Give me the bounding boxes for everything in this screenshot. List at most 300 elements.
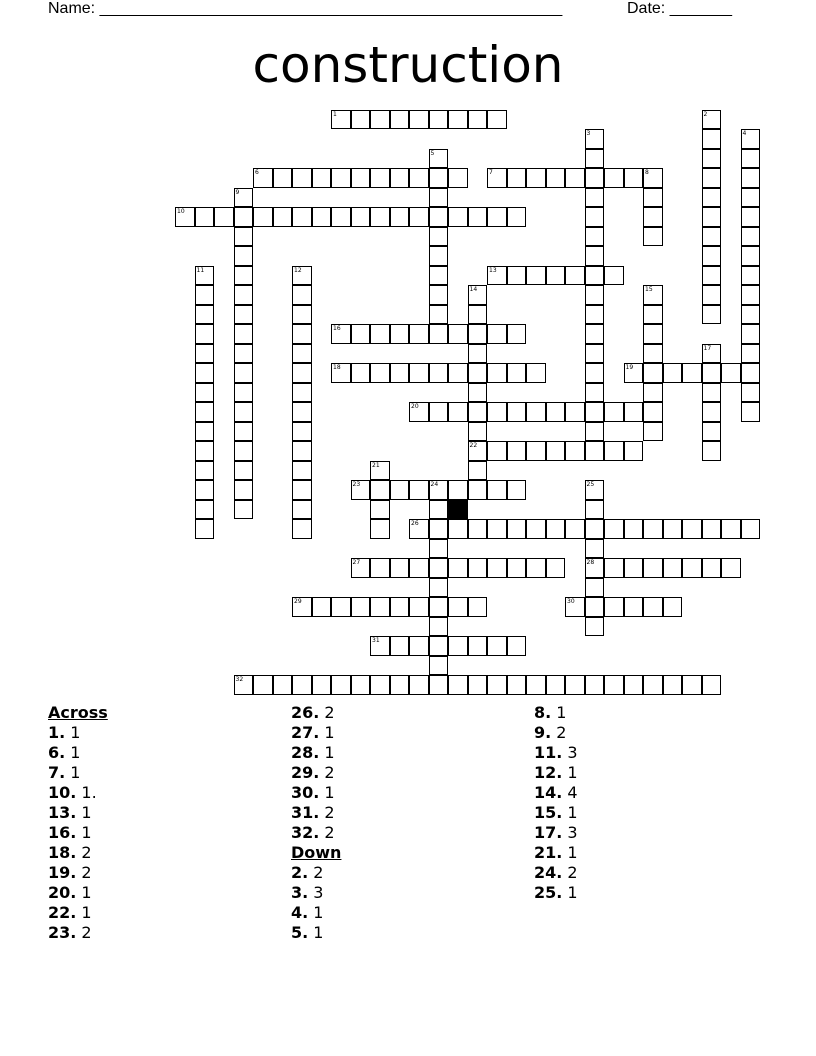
grid-cell[interactable] <box>429 636 449 656</box>
grid-cell[interactable] <box>585 617 605 637</box>
grid-cell[interactable] <box>195 207 215 227</box>
grid-cell[interactable] <box>585 285 605 305</box>
grid-cell[interactable] <box>741 344 761 364</box>
grid-cell[interactable] <box>487 558 507 578</box>
grid-cell[interactable] <box>214 207 234 227</box>
grid-cell[interactable] <box>487 636 507 656</box>
grid-cell[interactable] <box>565 519 585 539</box>
grid-cell[interactable] <box>429 480 449 500</box>
grid-cell[interactable] <box>370 363 390 383</box>
grid-cell[interactable] <box>643 558 663 578</box>
grid-cell[interactable] <box>585 207 605 227</box>
grid-cell[interactable] <box>370 480 390 500</box>
grid-cell[interactable] <box>487 266 507 286</box>
grid-cell[interactable] <box>448 110 468 130</box>
grid-cell[interactable] <box>390 480 410 500</box>
grid-cell[interactable] <box>526 519 546 539</box>
grid-cell[interactable] <box>234 266 254 286</box>
grid-cell[interactable] <box>292 480 312 500</box>
grid-cell[interactable] <box>370 461 390 481</box>
grid-cell[interactable] <box>624 168 644 188</box>
grid-cell[interactable] <box>234 675 254 695</box>
grid-cell[interactable] <box>468 363 488 383</box>
grid-cell[interactable] <box>624 675 644 695</box>
grid-cell[interactable] <box>351 480 371 500</box>
grid-cell[interactable] <box>292 305 312 325</box>
grid-cell[interactable] <box>409 168 429 188</box>
grid-cell[interactable] <box>429 578 449 598</box>
grid-cell[interactable] <box>292 266 312 286</box>
grid-cell[interactable] <box>546 441 566 461</box>
grid-cell[interactable] <box>429 617 449 637</box>
grid-cell[interactable] <box>429 675 449 695</box>
grid-cell[interactable] <box>351 597 371 617</box>
grid-cell[interactable] <box>507 207 527 227</box>
grid-cell[interactable] <box>292 324 312 344</box>
grid-cell[interactable] <box>702 246 722 266</box>
grid-cell[interactable] <box>429 110 449 130</box>
grid-cell[interactable] <box>487 480 507 500</box>
grid-cell[interactable] <box>292 383 312 403</box>
grid-cell[interactable] <box>585 344 605 364</box>
grid-cell[interactable] <box>448 636 468 656</box>
grid-cell[interactable] <box>234 422 254 442</box>
grid-cell[interactable] <box>585 383 605 403</box>
grid-cell[interactable] <box>390 558 410 578</box>
grid-cell[interactable] <box>487 519 507 539</box>
grid-cell[interactable] <box>624 519 644 539</box>
grid-cell[interactable] <box>370 110 390 130</box>
grid-cell[interactable] <box>643 383 663 403</box>
grid-cell[interactable] <box>234 461 254 481</box>
grid-cell[interactable] <box>390 636 410 656</box>
grid-cell[interactable] <box>429 324 449 344</box>
grid-cell[interactable] <box>409 324 429 344</box>
grid-cell[interactable] <box>663 363 683 383</box>
grid-cell[interactable] <box>565 675 585 695</box>
grid-cell[interactable] <box>253 207 273 227</box>
grid-cell[interactable] <box>585 558 605 578</box>
grid-cell[interactable] <box>624 402 644 422</box>
grid-cell[interactable] <box>546 558 566 578</box>
grid-cell[interactable] <box>234 285 254 305</box>
grid-cell[interactable] <box>507 441 527 461</box>
grid-cell[interactable] <box>702 519 722 539</box>
grid-cell[interactable] <box>409 402 429 422</box>
grid-cell[interactable] <box>468 441 488 461</box>
grid-cell[interactable] <box>702 227 722 247</box>
grid-cell[interactable] <box>195 441 215 461</box>
grid-cell[interactable] <box>390 363 410 383</box>
grid-cell[interactable] <box>643 285 663 305</box>
grid-cell[interactable] <box>526 168 546 188</box>
grid-cell[interactable] <box>370 500 390 520</box>
grid-cell[interactable] <box>331 597 351 617</box>
grid-cell[interactable] <box>429 305 449 325</box>
grid-cell[interactable] <box>702 363 722 383</box>
grid-cell[interactable] <box>448 675 468 695</box>
grid-cell[interactable] <box>448 480 468 500</box>
grid-cell[interactable] <box>526 558 546 578</box>
grid-cell[interactable] <box>273 675 293 695</box>
grid-cell[interactable] <box>292 168 312 188</box>
grid-cell[interactable] <box>741 188 761 208</box>
grid-cell[interactable] <box>565 266 585 286</box>
grid-cell[interactable] <box>585 578 605 598</box>
grid-cell[interactable] <box>702 207 722 227</box>
grid-cell[interactable] <box>741 129 761 149</box>
grid-cell[interactable] <box>487 168 507 188</box>
grid-cell[interactable] <box>331 363 351 383</box>
grid-cell[interactable] <box>390 207 410 227</box>
grid-cell[interactable] <box>604 441 624 461</box>
grid-cell[interactable] <box>409 675 429 695</box>
grid-cell[interactable] <box>468 480 488 500</box>
grid-cell[interactable] <box>351 558 371 578</box>
grid-cell[interactable] <box>234 441 254 461</box>
grid-cell[interactable] <box>468 675 488 695</box>
grid-cell[interactable] <box>702 110 722 130</box>
grid-cell[interactable] <box>507 168 527 188</box>
grid-cell[interactable] <box>312 207 332 227</box>
grid-cell[interactable] <box>292 207 312 227</box>
grid-cell[interactable] <box>292 344 312 364</box>
grid-cell[interactable] <box>741 149 761 169</box>
grid-cell[interactable] <box>468 636 488 656</box>
grid-cell[interactable] <box>741 402 761 422</box>
grid-cell[interactable] <box>429 597 449 617</box>
grid-cell[interactable] <box>487 675 507 695</box>
grid-cell[interactable] <box>487 324 507 344</box>
grid-cell[interactable] <box>234 402 254 422</box>
grid-cell[interactable] <box>702 441 722 461</box>
grid-cell[interactable] <box>624 363 644 383</box>
grid-cell[interactable] <box>429 539 449 559</box>
grid-cell[interactable] <box>409 597 429 617</box>
grid-cell[interactable] <box>585 480 605 500</box>
grid-cell[interactable] <box>409 480 429 500</box>
grid-cell[interactable] <box>546 519 566 539</box>
grid-cell[interactable] <box>702 305 722 325</box>
grid-cell[interactable] <box>643 402 663 422</box>
grid-cell[interactable] <box>741 227 761 247</box>
grid-cell[interactable] <box>487 441 507 461</box>
grid-cell[interactable] <box>682 558 702 578</box>
grid-cell[interactable] <box>409 558 429 578</box>
grid-cell[interactable] <box>409 363 429 383</box>
grid-cell[interactable] <box>429 656 449 676</box>
grid-cell[interactable] <box>390 110 410 130</box>
grid-cell[interactable] <box>195 285 215 305</box>
grid-cell[interactable] <box>429 500 449 520</box>
grid-cell[interactable] <box>565 597 585 617</box>
grid-cell[interactable] <box>526 266 546 286</box>
grid-cell[interactable] <box>195 305 215 325</box>
grid-cell[interactable] <box>643 188 663 208</box>
grid-cell[interactable] <box>292 441 312 461</box>
grid-cell[interactable] <box>429 519 449 539</box>
grid-cell[interactable] <box>585 227 605 247</box>
grid-cell[interactable] <box>292 363 312 383</box>
grid-cell[interactable] <box>370 168 390 188</box>
grid-cell[interactable] <box>546 402 566 422</box>
grid-cell[interactable] <box>585 266 605 286</box>
grid-cell[interactable] <box>448 324 468 344</box>
grid-cell[interactable] <box>331 207 351 227</box>
grid-cell[interactable] <box>292 461 312 481</box>
grid-cell[interactable] <box>195 266 215 286</box>
grid-cell[interactable] <box>195 324 215 344</box>
grid-cell[interactable] <box>585 500 605 520</box>
grid-cell[interactable] <box>429 207 449 227</box>
grid-cell[interactable] <box>429 363 449 383</box>
grid-cell[interactable] <box>468 422 488 442</box>
grid-cell[interactable] <box>370 207 390 227</box>
grid-cell[interactable] <box>351 363 371 383</box>
grid-cell[interactable] <box>234 363 254 383</box>
grid-cell[interactable] <box>585 246 605 266</box>
grid-cell[interactable] <box>604 266 624 286</box>
grid-cell[interactable] <box>585 675 605 695</box>
grid-cell[interactable] <box>526 363 546 383</box>
grid-cell[interactable] <box>468 597 488 617</box>
grid-cell[interactable] <box>507 519 527 539</box>
grid-cell[interactable] <box>702 168 722 188</box>
grid-cell[interactable] <box>468 402 488 422</box>
grid-cell[interactable] <box>292 500 312 520</box>
grid-cell[interactable] <box>429 266 449 286</box>
grid-cell[interactable] <box>507 675 527 695</box>
grid-cell[interactable] <box>331 675 351 695</box>
grid-cell[interactable] <box>741 519 761 539</box>
grid-cell[interactable] <box>253 675 273 695</box>
grid-cell[interactable] <box>195 363 215 383</box>
grid-cell[interactable] <box>468 324 488 344</box>
grid-cell[interactable] <box>468 558 488 578</box>
grid-cell[interactable] <box>702 383 722 403</box>
grid-cell[interactable] <box>585 597 605 617</box>
grid-cell[interactable] <box>429 285 449 305</box>
grid-cell[interactable] <box>643 324 663 344</box>
grid-cell[interactable] <box>312 168 332 188</box>
grid-cell[interactable] <box>585 441 605 461</box>
grid-cell[interactable] <box>487 207 507 227</box>
grid-cell[interactable] <box>448 558 468 578</box>
grid-cell[interactable] <box>663 558 683 578</box>
grid-cell[interactable] <box>429 227 449 247</box>
grid-cell[interactable] <box>604 675 624 695</box>
grid-cell[interactable] <box>234 227 254 247</box>
grid-cell[interactable] <box>741 383 761 403</box>
grid-cell[interactable] <box>585 519 605 539</box>
grid-cell[interactable] <box>741 305 761 325</box>
grid-cell[interactable] <box>702 675 722 695</box>
grid-cell[interactable] <box>448 363 468 383</box>
grid-cell[interactable] <box>643 227 663 247</box>
grid-cell[interactable] <box>448 207 468 227</box>
grid-cell[interactable] <box>468 110 488 130</box>
grid-cell[interactable] <box>195 461 215 481</box>
grid-cell[interactable] <box>429 168 449 188</box>
grid-cell[interactable] <box>234 383 254 403</box>
grid-cell[interactable] <box>741 207 761 227</box>
grid-cell[interactable] <box>721 558 741 578</box>
grid-cell[interactable] <box>312 597 332 617</box>
grid-cell[interactable] <box>429 246 449 266</box>
grid-cell[interactable] <box>195 422 215 442</box>
grid-cell[interactable] <box>526 675 546 695</box>
grid-cell[interactable] <box>234 500 254 520</box>
grid-cell[interactable] <box>702 402 722 422</box>
grid-cell[interactable] <box>468 461 488 481</box>
grid-cell[interactable] <box>643 344 663 364</box>
grid-cell[interactable] <box>624 441 644 461</box>
grid-cell[interactable] <box>702 266 722 286</box>
grid-cell[interactable] <box>643 305 663 325</box>
grid-cell[interactable] <box>253 168 273 188</box>
grid-cell[interactable] <box>429 188 449 208</box>
grid-cell[interactable] <box>507 324 527 344</box>
grid-cell[interactable] <box>487 363 507 383</box>
grid-cell[interactable] <box>351 207 371 227</box>
grid-cell[interactable] <box>390 597 410 617</box>
grid-cell[interactable] <box>195 383 215 403</box>
grid-cell[interactable] <box>273 168 293 188</box>
grid-cell[interactable] <box>468 344 488 364</box>
grid-cell[interactable] <box>565 168 585 188</box>
grid-cell[interactable] <box>624 597 644 617</box>
grid-cell[interactable] <box>331 324 351 344</box>
grid-cell[interactable] <box>507 636 527 656</box>
grid-cell[interactable] <box>643 363 663 383</box>
grid-cell[interactable] <box>312 675 332 695</box>
grid-cell[interactable] <box>234 207 254 227</box>
grid-cell[interactable] <box>526 402 546 422</box>
grid-cell[interactable] <box>370 558 390 578</box>
grid-cell[interactable] <box>292 422 312 442</box>
grid-cell[interactable] <box>741 266 761 286</box>
grid-cell[interactable] <box>351 324 371 344</box>
grid-cell[interactable] <box>370 519 390 539</box>
grid-cell[interactable] <box>682 519 702 539</box>
grid-cell[interactable] <box>429 149 449 169</box>
grid-cell[interactable] <box>585 363 605 383</box>
grid-cell[interactable] <box>585 305 605 325</box>
grid-cell[interactable] <box>702 285 722 305</box>
grid-cell[interactable] <box>448 597 468 617</box>
grid-cell[interactable] <box>390 324 410 344</box>
grid-cell[interactable] <box>643 597 663 617</box>
grid-cell[interactable] <box>604 519 624 539</box>
grid-cell[interactable] <box>370 636 390 656</box>
grid-cell[interactable] <box>370 597 390 617</box>
grid-cell[interactable] <box>507 402 527 422</box>
grid-cell[interactable] <box>682 675 702 695</box>
grid-cell[interactable] <box>507 480 527 500</box>
grid-cell[interactable] <box>292 285 312 305</box>
grid-cell[interactable] <box>370 324 390 344</box>
grid-cell[interactable] <box>468 519 488 539</box>
grid-cell[interactable] <box>448 168 468 188</box>
grid-cell[interactable] <box>702 149 722 169</box>
grid-cell[interactable] <box>585 149 605 169</box>
grid-cell[interactable] <box>195 519 215 539</box>
grid-cell[interactable] <box>351 675 371 695</box>
grid-cell[interactable] <box>643 207 663 227</box>
grid-cell[interactable] <box>468 383 488 403</box>
grid-cell[interactable] <box>741 324 761 344</box>
grid-cell[interactable] <box>390 168 410 188</box>
grid-cell[interactable] <box>273 207 293 227</box>
grid-cell[interactable] <box>351 110 371 130</box>
grid-cell[interactable] <box>585 539 605 559</box>
grid-cell[interactable] <box>331 168 351 188</box>
grid-cell[interactable] <box>546 266 566 286</box>
grid-cell[interactable] <box>409 636 429 656</box>
grid-cell[interactable] <box>546 168 566 188</box>
grid-cell[interactable] <box>604 558 624 578</box>
grid-cell[interactable] <box>741 285 761 305</box>
grid-cell[interactable] <box>585 422 605 442</box>
grid-cell[interactable] <box>390 675 410 695</box>
grid-cell[interactable] <box>234 246 254 266</box>
grid-cell[interactable] <box>721 519 741 539</box>
grid-cell[interactable] <box>468 285 488 305</box>
grid-cell[interactable] <box>234 188 254 208</box>
grid-cell[interactable] <box>585 168 605 188</box>
grid-cell[interactable] <box>643 675 663 695</box>
grid-cell[interactable] <box>702 188 722 208</box>
grid-cell[interactable] <box>292 519 312 539</box>
grid-cell[interactable] <box>702 422 722 442</box>
grid-cell[interactable] <box>702 558 722 578</box>
grid-cell[interactable] <box>234 324 254 344</box>
grid-cell[interactable] <box>234 480 254 500</box>
grid-cell[interactable] <box>351 168 371 188</box>
grid-cell[interactable] <box>663 597 683 617</box>
grid-cell[interactable] <box>604 597 624 617</box>
grid-cell[interactable] <box>721 363 741 383</box>
grid-cell[interactable] <box>370 675 390 695</box>
grid-cell[interactable] <box>663 675 683 695</box>
grid-cell[interactable] <box>585 402 605 422</box>
grid-cell[interactable] <box>175 207 195 227</box>
grid-cell[interactable] <box>468 207 488 227</box>
grid-cell[interactable] <box>702 129 722 149</box>
grid-cell[interactable] <box>234 344 254 364</box>
grid-cell[interactable] <box>448 519 468 539</box>
grid-cell[interactable] <box>565 402 585 422</box>
grid-cell[interactable] <box>487 402 507 422</box>
grid-cell[interactable] <box>409 110 429 130</box>
grid-cell[interactable] <box>624 558 644 578</box>
grid-cell[interactable] <box>526 441 546 461</box>
grid-cell[interactable] <box>507 266 527 286</box>
grid-cell[interactable] <box>741 168 761 188</box>
grid-cell[interactable] <box>565 441 585 461</box>
grid-cell[interactable] <box>682 363 702 383</box>
grid-cell[interactable] <box>195 344 215 364</box>
grid-cell[interactable] <box>604 168 624 188</box>
grid-cell[interactable] <box>468 305 488 325</box>
grid-cell[interactable] <box>292 675 312 695</box>
grid-cell[interactable] <box>741 246 761 266</box>
grid-cell[interactable] <box>546 675 566 695</box>
grid-cell[interactable] <box>292 402 312 422</box>
grid-cell[interactable] <box>741 363 761 383</box>
grid-cell[interactable] <box>702 344 722 364</box>
grid-cell[interactable] <box>331 110 351 130</box>
